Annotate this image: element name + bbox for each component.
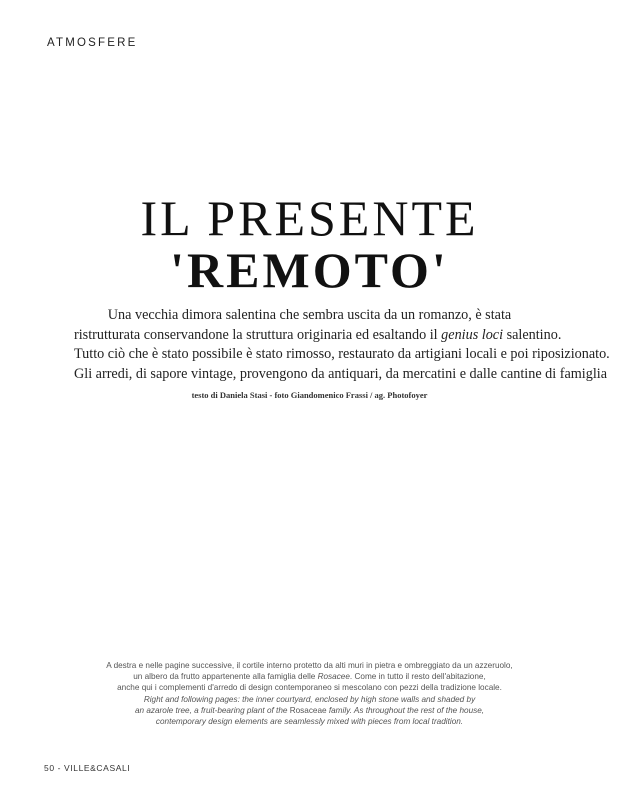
caption-italic-term: Rosacee [317,672,350,682]
lead-text: ristrutturata conservandone la struttura originaria ed esaltando il [74,326,442,343]
lead-line: Una vecchia dimora salentina che sembra uscita da un romanzo, è stata [107,307,512,323]
caption-text: an azarole tree, a fruit-bearing plant of the [134,705,290,715]
caption-line-it: A destra e nelle pagine successive, il cortile interno protetto da alti muri in pietra e ombreggiato da un azzeruolo, [106,661,513,670]
page-folio: 50 - VILLE&CASALI [44,763,131,773]
photo-credits: testo di Daniela Stasi - foto Giandomenico Frassi / ag. Photofoyer [191,390,428,400]
caption-line-en [40,705,579,716]
caption-line-en: Right and following pages: the inner courtyard, enclosed by high stone walls and shaded by [143,694,476,704]
section-label: ATMOSFERE [47,37,138,49]
lead-line [74,326,562,346]
article-title-line-1: IL PRESENTE [140,190,479,246]
lead-paragraph [74,306,610,384]
caption-text: family. As throughout the rest of the house, [326,705,485,715]
lead-line: Gli arredi, di sapore vintage, provengono da antiquari, da mercatini e dalle cantine di famiglia [74,365,608,382]
lead-italic-term: genius loci [441,326,504,343]
caption-line-en: contemporary design elements are seamlessly mixed with pieces from local tradition. [155,717,464,727]
caption-line-it [40,671,579,682]
caption-roman-term: Rosaceae [289,705,327,715]
lead-text: salentino. [503,326,562,343]
photo-caption [40,660,579,727]
lead-line: Tutto ciò che è stato possibile è stato rimosso, restaurato da artigiani locali e poi riposizionato. [74,346,610,362]
caption-text: . Come in tutto il resto dell'abitazione, [349,672,486,682]
article-title-line-2: 'REMOTO' [170,242,449,298]
caption-line-it: anche qui i complementi d'arredo di design contemporaneo si mescolano con pezzi della tradizione locale. [117,683,502,693]
caption-text: un albero da frutto appartenente alla famiglia delle [133,672,318,682]
